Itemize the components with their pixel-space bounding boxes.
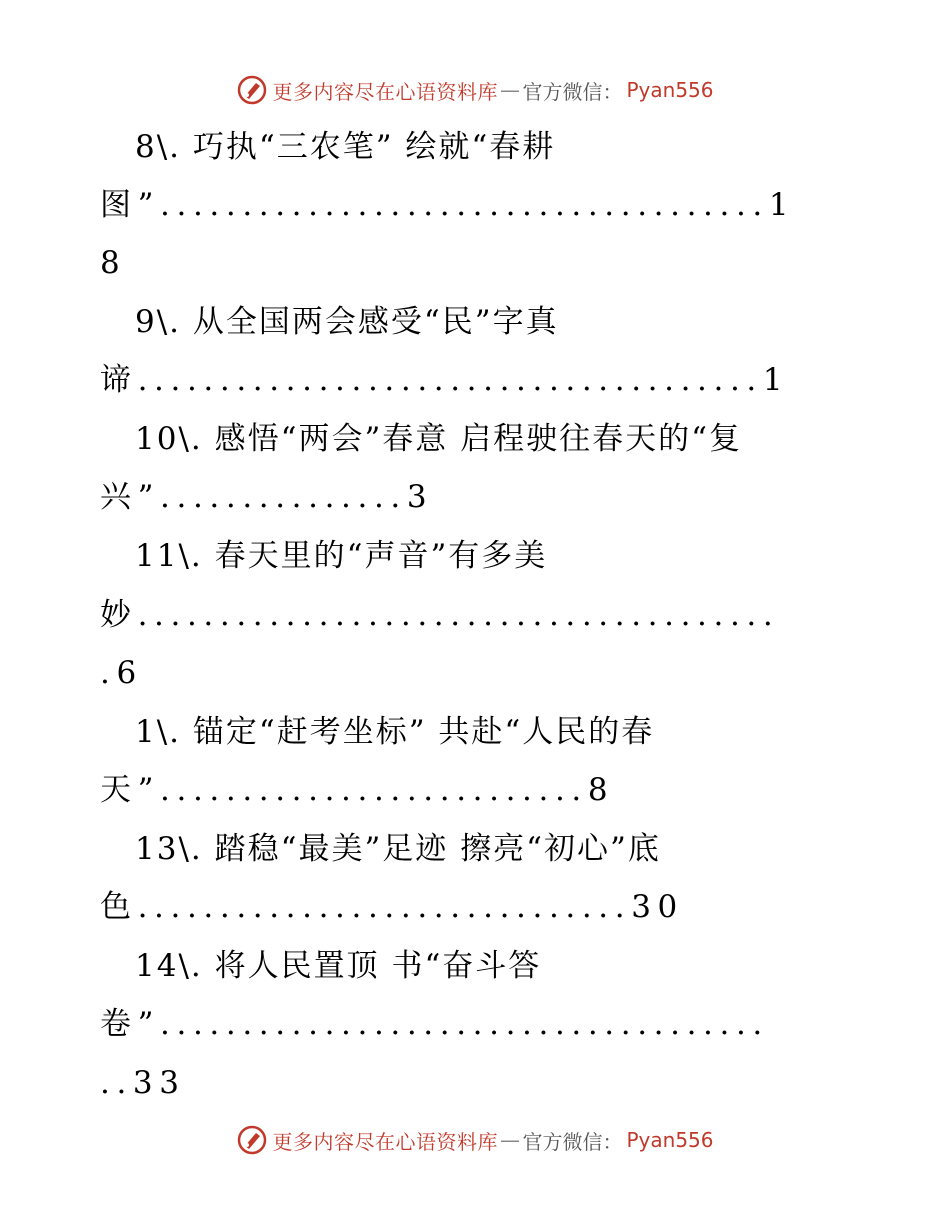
toc-line: 色..............................30 xyxy=(100,889,684,925)
pen-logo-icon xyxy=(236,1124,268,1156)
toc-line: .6 xyxy=(100,655,143,691)
toc-line: 10\. 感悟“两会”春意 启程驶往春天的“复 xyxy=(135,421,742,457)
toc-line: 天”..........................8 xyxy=(100,772,615,808)
banner-account: Pyan556 xyxy=(626,78,714,102)
banner-text: 更多内容尽在心语资料库 xyxy=(272,79,498,104)
toc-line: 8 xyxy=(100,245,122,281)
header-banner xyxy=(0,70,950,110)
footer-banner xyxy=(0,1120,950,1160)
toc-line: 谛......................................1 xyxy=(100,362,790,398)
banner-text: 更多内容尽在心语资料库 xyxy=(272,1129,498,1154)
toc-line: 妙....................................... xyxy=(100,597,780,633)
toc-line: 8\. 巧执“三农笔” 绘就“春耕 xyxy=(135,129,556,165)
banner-dash: — xyxy=(499,78,521,102)
toc-line: 1\. 锚定“赶考坐标” 共赴“人民的春 xyxy=(135,714,655,750)
banner-wechat-label: 官方微信： xyxy=(522,1129,623,1154)
pen-logo-icon xyxy=(236,74,268,106)
toc-line: 9\. 从全国两会感受“民”字真 xyxy=(135,304,559,340)
banner-wechat-label: 官方微信： xyxy=(522,79,623,104)
toc-line: 兴”...............3 xyxy=(100,479,434,515)
toc-line: ..33 xyxy=(100,1065,186,1101)
toc-line: 14\. 将人民置顶 书“奋斗答 xyxy=(135,948,542,984)
banner-account: Pyan556 xyxy=(626,1128,714,1152)
toc-line: 11\. 春天里的“声音”有多美 xyxy=(135,538,548,574)
toc-line: 卷”..................................... xyxy=(100,1006,769,1042)
toc-line: 13\. 踏稳“最美”足迹 擦亮“初心”底 xyxy=(135,831,661,867)
toc-line: 图”.....................................1 xyxy=(100,187,796,223)
banner-dash: — xyxy=(499,1128,521,1152)
